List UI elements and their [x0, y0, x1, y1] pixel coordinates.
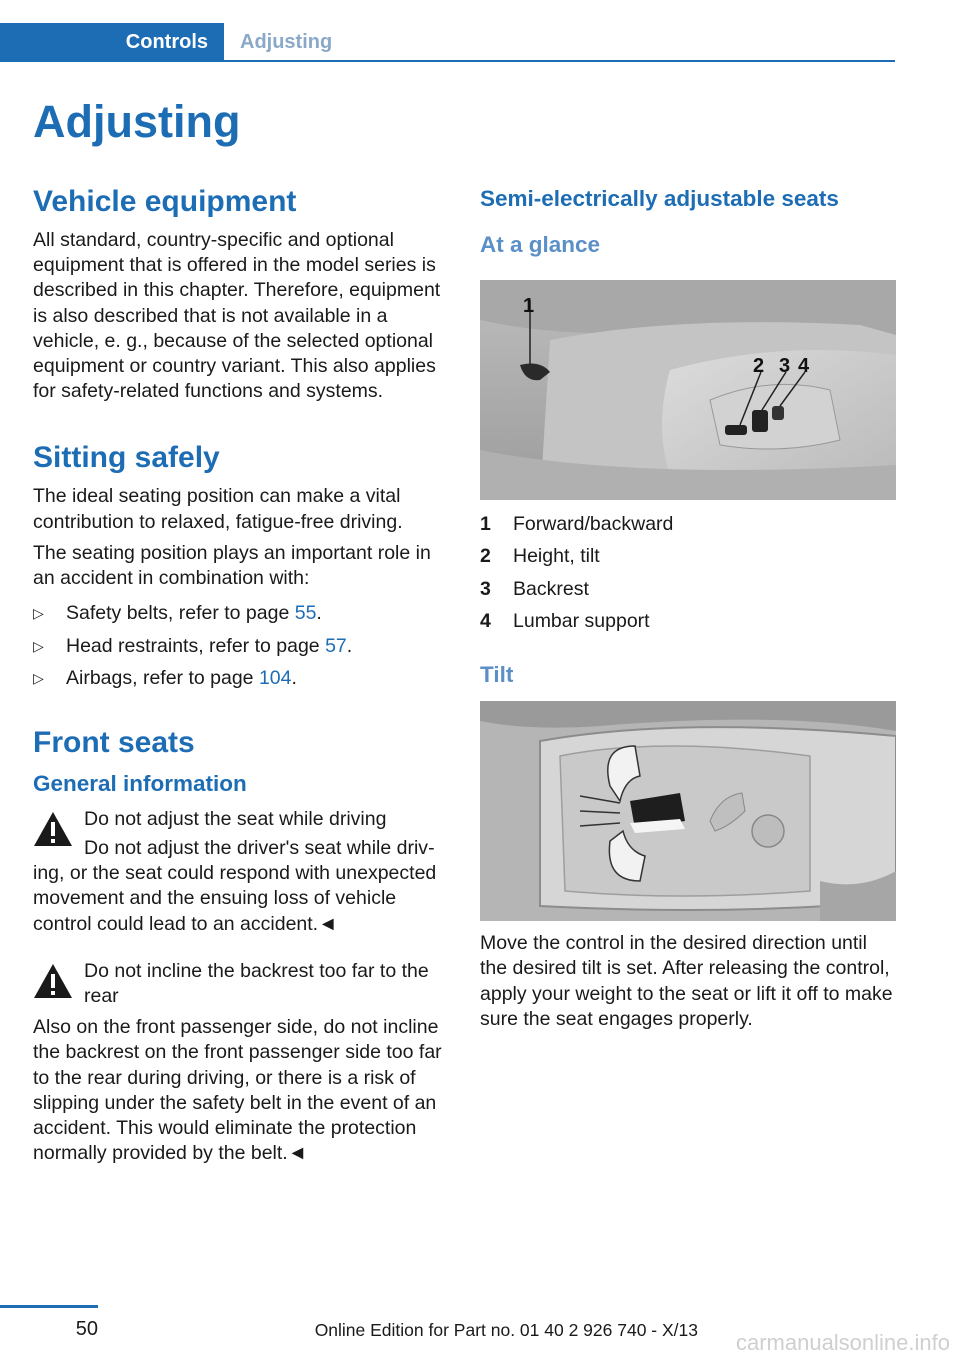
tilt-text: Move the control in the desired direction until the desired tilt is set. After releasing the control, apply your weight to the seat or lift it off to make sure the seat engages properly.	[480, 932, 893, 1030]
warning-icon	[33, 963, 73, 999]
left-column	[33, 182, 449, 1172]
list-item: ▷ Airbags, refer to page 104.	[33, 662, 449, 695]
header-rule	[0, 60, 895, 62]
right-column	[480, 182, 896, 1038]
heading-semi-electric-seats: Semi-electrically adjustable seats	[480, 186, 839, 211]
page-link-104[interactable]: 104	[258, 667, 292, 690]
bullet-triangle-icon: ▷	[33, 637, 44, 654]
list-item: ▷ Safety belts, refer to page 55.	[33, 597, 449, 630]
page-link-55[interactable]: 55	[294, 602, 317, 625]
heading-front-seats: Front seats	[33, 725, 195, 759]
list-item: 3 Backrest	[480, 577, 589, 600]
heading-general-information: General information	[33, 770, 247, 796]
edition-note: Online Edition for Part no. 01 40 2 926 740 - X/13	[314, 1320, 698, 1340]
list-item: 1 Forward/backward	[480, 513, 674, 535]
warning-text: Do not adjust the driver's seat while driving, or the seat could respond with unexpected movement and the ensuing loss of vehicle control could lead to an accident.◄	[33, 836, 437, 935]
warning-title: Do not incline the backrest too far to the rear	[84, 959, 429, 1007]
watermark: carmanualsonline.info	[735, 1330, 950, 1355]
list-item: 4 Lumbar support	[480, 609, 650, 632]
list-item: ▷ Head restraints, refer to page 57.	[33, 630, 449, 663]
callout-1: 1	[523, 295, 535, 317]
list-item: 2 Height, tilt	[480, 545, 600, 568]
page-title: Adjusting	[33, 96, 241, 147]
sitting-safely-list	[33, 597, 449, 695]
heading-sitting-safely: Sitting safely	[33, 441, 220, 475]
tab-controls[interactable]: Controls	[0, 23, 224, 62]
callout-2: 2	[753, 355, 765, 377]
warning-adjust-seat	[33, 807, 449, 832]
footer-rule	[0, 1305, 98, 1308]
bullet-triangle-icon: ▷	[33, 670, 44, 687]
page-link-57[interactable]: 57	[325, 634, 347, 657]
callout-legend	[480, 508, 896, 637]
tab-adjusting[interactable]: Adjusting	[240, 31, 333, 53]
tilt-control-illustration	[480, 701, 896, 921]
seat-controls-illustration	[480, 280, 896, 500]
callout-4: 4	[798, 355, 810, 377]
vehicle-equipment-text: All standard, country-specific and optional equipment that is offered in the model series is described in this chapter. Therefore, equipment is also described that is not available in a vehicle, e. g., because of the selected optional equipment or country variant. This also applies for safety-related functions and systems.	[33, 229, 441, 403]
sitting-safely-p1: The ideal seating position can make a vital contribution to relaxed, fatigue-free driving.	[33, 485, 403, 533]
warning-backrest	[33, 959, 449, 1009]
warning-icon	[33, 811, 73, 847]
heading-vehicle-equipment: Vehicle equipment	[33, 185, 297, 218]
warning-title: Do not adjust the seat while driving	[84, 807, 387, 830]
sitting-safely-p2: The seating position plays an important role in an accident in combination with:	[33, 541, 431, 590]
heading-at-a-glance: At a glance	[480, 232, 601, 257]
bullet-triangle-icon: ▷	[33, 605, 44, 622]
warning-text: Also on the front passenger side, do not incline the backrest on the front passenger side too far to the rear during driving, or there is a risk of slipping under the safety belt in the event of an accident. This would eliminate the protection normally provided by the belt.◄	[33, 1016, 442, 1165]
heading-tilt: Tilt	[480, 662, 514, 688]
page-number: 50	[75, 1318, 98, 1340]
callout-3: 3	[779, 355, 791, 377]
